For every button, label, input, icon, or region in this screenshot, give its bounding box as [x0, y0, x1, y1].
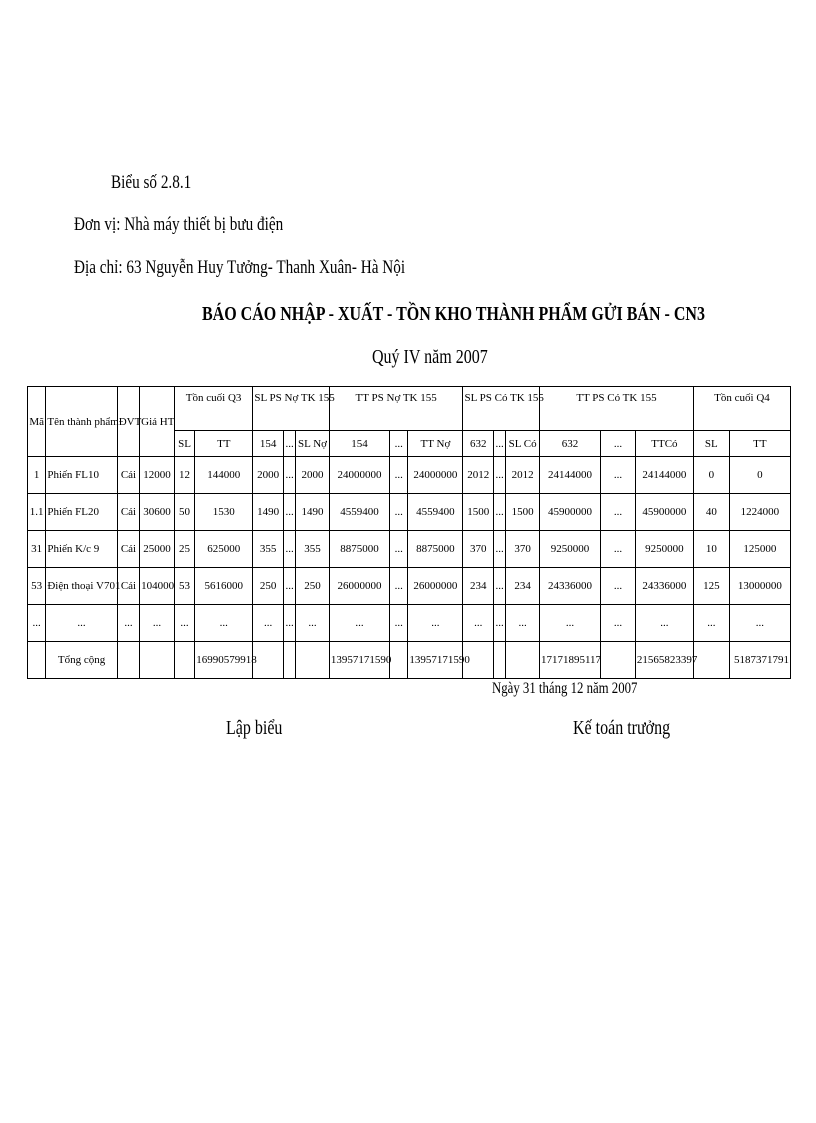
- subheader-cell: TT: [729, 431, 790, 457]
- table-cell: 50: [174, 494, 194, 531]
- subheader-cell: TT: [195, 431, 253, 457]
- total-tt-q4: 5187371791: [729, 642, 790, 679]
- table-cell: [693, 642, 729, 679]
- table-cell: ...: [390, 531, 408, 568]
- table-cell: ...: [253, 605, 284, 642]
- table-cell: ...: [390, 457, 408, 494]
- table-cell: 24000000: [329, 457, 389, 494]
- table-cell: 45900000: [539, 494, 600, 531]
- table-cell: ...: [117, 605, 139, 642]
- table-cell: ...: [693, 605, 729, 642]
- subheader-cell: ...: [283, 431, 295, 457]
- table-cell: [506, 642, 540, 679]
- table-cell: Cái: [117, 531, 139, 568]
- table-cell: [390, 642, 408, 679]
- table-cell: 355: [253, 531, 284, 568]
- table-cell: 31: [28, 531, 46, 568]
- table-cell: Điện thoại V701: [46, 568, 117, 605]
- table-cell: 625000: [195, 531, 253, 568]
- col-header-gia: Giá HT: [140, 387, 175, 457]
- table-cell: 53: [28, 568, 46, 605]
- table-cell: 144000: [195, 457, 253, 494]
- table-cell: 1530: [195, 494, 253, 531]
- total-label: Tổng cộng: [46, 642, 117, 679]
- table-cell: ...: [601, 568, 636, 605]
- table-cell: 1490: [253, 494, 284, 531]
- table-cell: [494, 642, 506, 679]
- subheader-cell: SL Nợ: [296, 431, 330, 457]
- table-cell: 5616000: [195, 568, 253, 605]
- table-row: [28, 457, 791, 494]
- table-cell: 24144000: [635, 457, 693, 494]
- table-cell: 24336000: [635, 568, 693, 605]
- report-period: Quý IV năm 2007: [372, 346, 488, 368]
- table-cell: 26000000: [408, 568, 463, 605]
- table-cell: ...: [539, 605, 600, 642]
- table-cell: [117, 642, 139, 679]
- table-cell: ...: [390, 568, 408, 605]
- table-cell: 1.1: [28, 494, 46, 531]
- table-cell: 2012: [506, 457, 540, 494]
- table-cell: Phiến FL20: [46, 494, 117, 531]
- report-title: BÁO CÁO NHẬP - XUẤT - TỒN KHO THÀNH PHẨM GỬI BÁN - CN3: [202, 303, 705, 325]
- table-cell: 1224000: [729, 494, 790, 531]
- col-header-tt-co: TT PS Có TK 155: [539, 387, 693, 431]
- form-number: Biểu số 2.8.1: [111, 172, 192, 193]
- subheader-cell: 632: [463, 431, 494, 457]
- table-cell: Phiến K/c 9: [46, 531, 117, 568]
- table-cell: 1: [28, 457, 46, 494]
- table-cell: Phiến FL10: [46, 457, 117, 494]
- table-cell: 25: [174, 531, 194, 568]
- table-cell: 12000: [140, 457, 175, 494]
- table-cell: ...: [296, 605, 330, 642]
- subheader-cell: ...: [494, 431, 506, 457]
- table-cell: ...: [601, 494, 636, 531]
- table-cell: Cái: [117, 568, 139, 605]
- table-cell: [601, 642, 636, 679]
- col-header-ten: Tên thành phẩm: [46, 387, 117, 457]
- subheader-cell: SL: [693, 431, 729, 457]
- table-cell: 2012: [463, 457, 494, 494]
- table-cell: 30600: [140, 494, 175, 531]
- table-cell: ...: [463, 605, 494, 642]
- table-cell: 250: [253, 568, 284, 605]
- table-cell: [174, 642, 194, 679]
- table-cell: 53: [174, 568, 194, 605]
- table-cell: 2000: [296, 457, 330, 494]
- table-cell: 9250000: [635, 531, 693, 568]
- table-cell: 40: [693, 494, 729, 531]
- table-cell: 4559400: [408, 494, 463, 531]
- table-cell: ...: [283, 605, 295, 642]
- table-row: [28, 531, 791, 568]
- table-cell: ...: [601, 531, 636, 568]
- table-cell: ...: [174, 605, 194, 642]
- table-cell: ...: [494, 568, 506, 605]
- table-cell: 12: [174, 457, 194, 494]
- subheader-cell: 154: [329, 431, 389, 457]
- report-date: Ngày 31 tháng 12 năm 2007: [492, 680, 638, 697]
- inventory-report-table: [27, 386, 791, 679]
- table-cell: ...: [506, 605, 540, 642]
- table-cell: 0: [729, 457, 790, 494]
- total-tt-no: 13957171590: [408, 642, 463, 679]
- table-cell: 24144000: [539, 457, 600, 494]
- table-cell: ...: [729, 605, 790, 642]
- table-cell: [283, 642, 295, 679]
- total-tt-no-154: 13957171590: [329, 642, 389, 679]
- table-cell: [140, 642, 175, 679]
- table-row: [28, 568, 791, 605]
- table-cell: 8875000: [408, 531, 463, 568]
- header-row-groups: [28, 387, 791, 431]
- table-cell: 24336000: [539, 568, 600, 605]
- table-cell: 8875000: [329, 531, 389, 568]
- table-cell: 26000000: [329, 568, 389, 605]
- table-cell: 4559400: [329, 494, 389, 531]
- table-cell: 125: [693, 568, 729, 605]
- table-cell: ...: [46, 605, 117, 642]
- subheader-cell: ...: [601, 431, 636, 457]
- table-cell: 9250000: [539, 531, 600, 568]
- table-cell: ...: [283, 531, 295, 568]
- table-cell: ...: [195, 605, 253, 642]
- unit-name: Đơn vị: Nhà máy thiết bị bưu điện: [74, 214, 284, 235]
- table-cell: 355: [296, 531, 330, 568]
- subheader-cell: 632: [539, 431, 600, 457]
- subheader-cell: SL: [174, 431, 194, 457]
- col-header-ton-q4: Tồn cuối Q4: [693, 387, 790, 431]
- total-tt-q3: 16990579918: [195, 642, 253, 679]
- total-row: [28, 642, 791, 679]
- subheader-cell: 154: [253, 431, 284, 457]
- table-cell: 370: [506, 531, 540, 568]
- table-cell: ...: [140, 605, 175, 642]
- table-cell: 234: [506, 568, 540, 605]
- table-cell: ...: [390, 494, 408, 531]
- table-cell: 1490: [296, 494, 330, 531]
- table-cell: 125000: [729, 531, 790, 568]
- table-cell: 45900000: [635, 494, 693, 531]
- table-cell: 1500: [463, 494, 494, 531]
- total-tt-co-632: 17171895117: [539, 642, 600, 679]
- chief-accountant-label: Kế toán trưởng: [573, 717, 671, 739]
- subheader-cell: TTCó: [635, 431, 693, 457]
- table-cell: ...: [28, 605, 46, 642]
- subheader-cell: TT Nợ: [408, 431, 463, 457]
- table-cell: [28, 642, 46, 679]
- table-cell: 250: [296, 568, 330, 605]
- table-cell: ...: [494, 494, 506, 531]
- subheader-cell: SL Có: [506, 431, 540, 457]
- subheader-cell: ...: [390, 431, 408, 457]
- table-cell: 104000: [140, 568, 175, 605]
- table-cell: Cái: [117, 457, 139, 494]
- table-cell: ...: [329, 605, 389, 642]
- table-cell: 10: [693, 531, 729, 568]
- table-cell: [253, 642, 284, 679]
- table-cell: ...: [408, 605, 463, 642]
- table-cell: ...: [283, 457, 295, 494]
- table-cell: ...: [390, 605, 408, 642]
- table-cell: 370: [463, 531, 494, 568]
- address: Địa chỉ: 63 Nguyễn Huy Tưởng- Thanh Xuân- Hà Nội: [74, 257, 406, 278]
- prepared-by-label: Lập biểu: [226, 717, 283, 739]
- table-cell: ...: [283, 494, 295, 531]
- col-header-dvt: ĐVT: [117, 387, 139, 457]
- table-cell: ...: [283, 568, 295, 605]
- table-cell: 25000: [140, 531, 175, 568]
- table-cell: ...: [494, 531, 506, 568]
- table-cell: ...: [601, 605, 636, 642]
- table-row: [28, 605, 791, 642]
- table-cell: 1500: [506, 494, 540, 531]
- table-cell: 2000: [253, 457, 284, 494]
- table-cell: Cái: [117, 494, 139, 531]
- col-header-sl-co: SL PS Có TK 155: [463, 387, 540, 431]
- table-row: [28, 494, 791, 531]
- table-cell: ...: [635, 605, 693, 642]
- col-header-sl-no: SL PS Nợ TK 155: [253, 387, 329, 431]
- table-cell: [296, 642, 330, 679]
- table-cell: 0: [693, 457, 729, 494]
- col-header-tt-no: TT PS Nợ TK 155: [329, 387, 463, 431]
- table-cell: 24000000: [408, 457, 463, 494]
- table-cell: ...: [494, 457, 506, 494]
- table-cell: 234: [463, 568, 494, 605]
- col-header-ma: Mã: [28, 387, 46, 457]
- table-cell: ...: [494, 605, 506, 642]
- table-cell: ...: [601, 457, 636, 494]
- total-tt-co: 21565823397: [635, 642, 693, 679]
- col-header-ton-q3: Tồn cuối Q3: [174, 387, 253, 431]
- table-cell: 13000000: [729, 568, 790, 605]
